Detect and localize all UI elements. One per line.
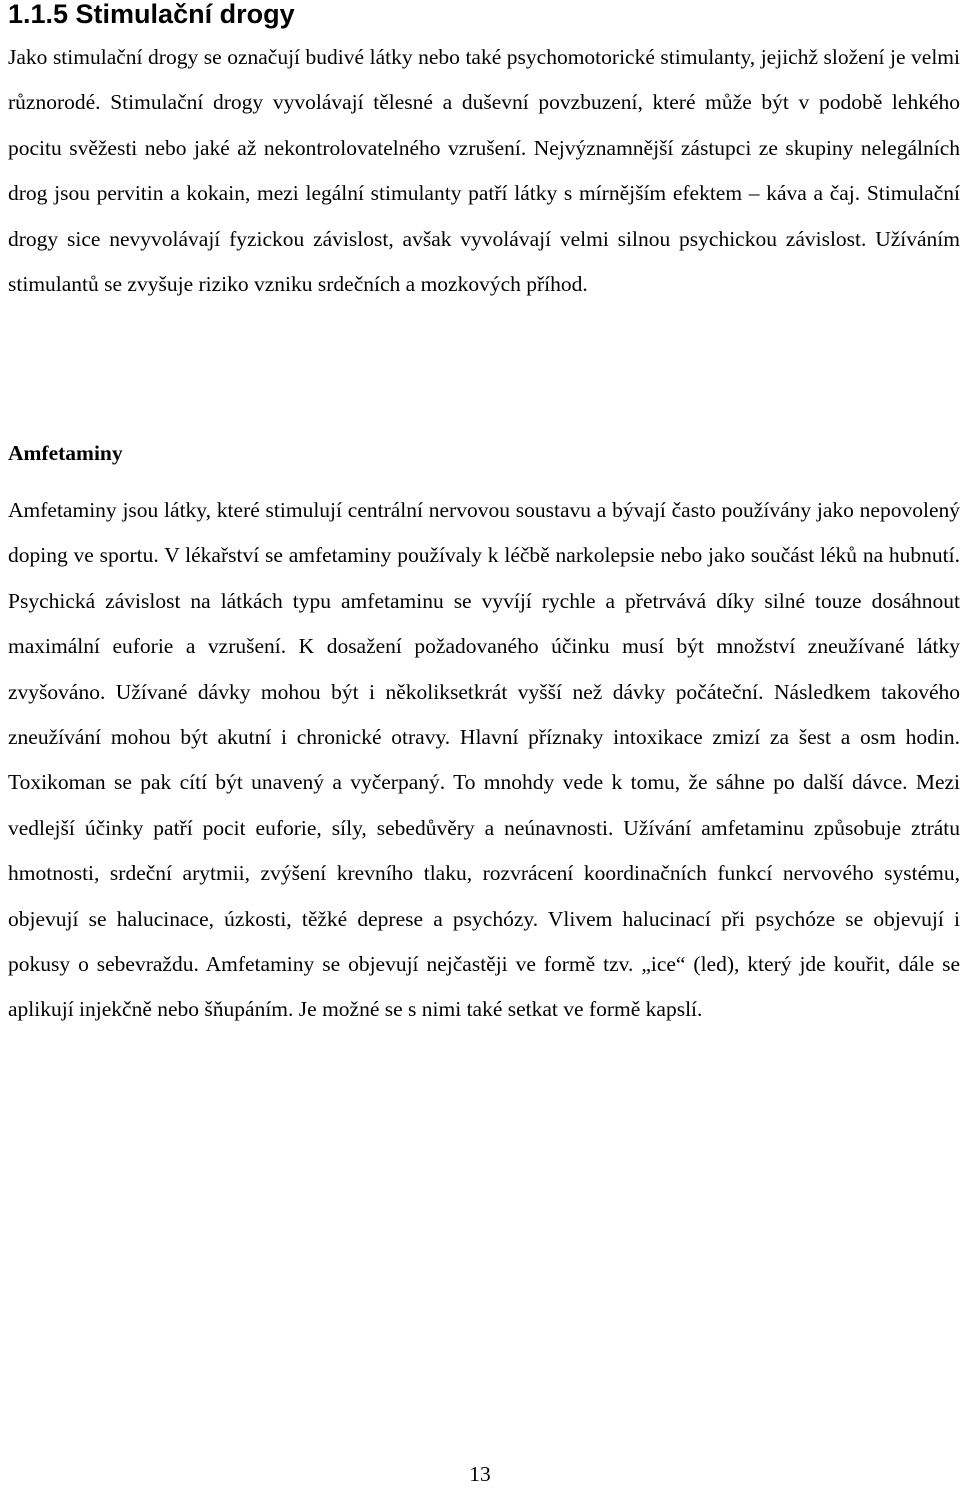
section-paragraph: Jako stimulační drogy se označují budivé látky nebo také psychomotorické stimulanty, jejichž složení je velmi různorodé. Stimulační drogy vyvolávají tělesné a duševní povzbuzení, které může být v podobě lehkého pocitu svěžesti nebo jaké až nekontrolovatelného vzrušení. Nejvýznamnější zástupci ze skupiny nelegálních drog jsou pervitin a kokain, mezi legální stimulanty patří látky s mírnějším efektem – káva a čaj. Stimulační drogy sice nevyvolávají fyzickou závislost, avšak vyvolávají velmi silnou psychickou závislost. Užíváním stimulantů se zvyšuje riziko vzniku srdečních a mozkových příhod.	[8, 45, 960, 297]
section-heading: 1.1.5 Stimulační drogy	[8, 0, 295, 29]
page-number: 13	[469, 1462, 491, 1486]
subsection-heading: Amfetaminy	[8, 441, 123, 465]
subsection-paragraph: Amfetaminy jsou látky, které stimulují centrální nervovou soustavu a bývají často používány jako nepovolený doping ve sportu. V lékařství se amfetaminy používaly k léčbě narkolepsie nebo jako součást léků na hubnutí. Psychická závislost na látkách typu amfetaminu se vyvíjí rychle a přetrvává díky silné touze dosáhnout maximální euforie a vzrušení. K dosažení požadovaného účinku musí být množství zneužívané látky zvyšováno. Užívané dávky mohou být i několiksetkrát vyšší než dávky počáteční. Následkem takového zneužívání mohou být akutní i chronické otravy. Hlavní příznaky intoxikace zmizí za šest a osm hodin. Toxikoman se pak cítí být unavený a vyčerpaný. To mnohdy vede k tomu, že sáhne po další dávce. Mezi vedlejší účinky patří pocit euforie, síly, sebedůvěry a neúnavnosti. Užívání amfetaminu způsobuje ztrátu hmotnosti, srdeční arytmii, zvýšení krevního tlaku, rozvrácení koordinačních funkcí nervového systému, objevují se halucinace, úzkosti, těžké deprese a psychózy. Vlivem halucinací při psychóze se objevují i pokusy o sebevraždu. Amfetaminy se objevují nejčastěji ve formě tzv. „ice“ (led), který jde kouřit, dále se aplikují injekčně nebo šňupáním. Je možné se s nimi také setkat ve formě kapslí.	[8, 498, 960, 1022]
